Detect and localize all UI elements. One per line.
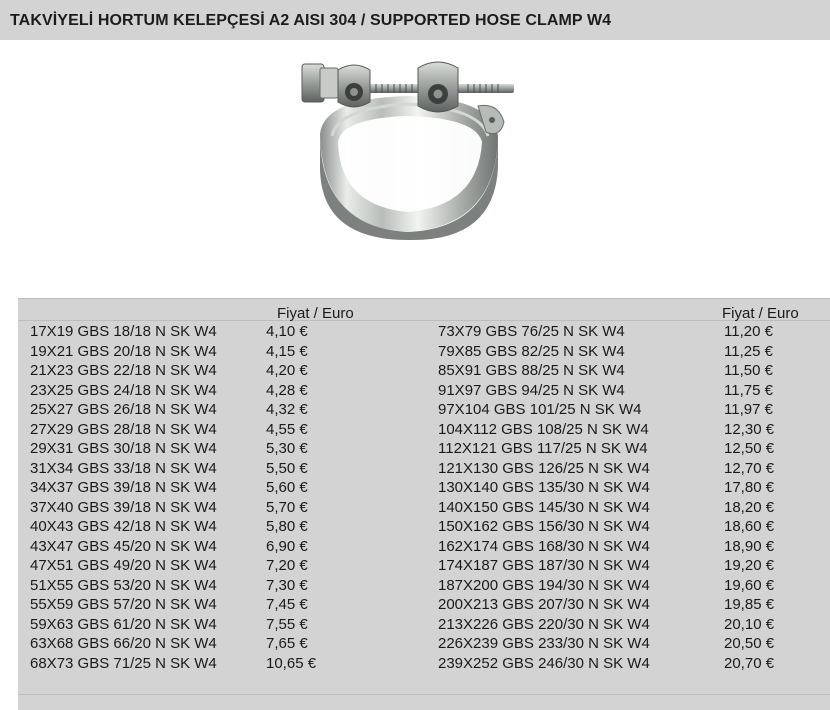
left-code-cell: 40X43 GBS 42/18 N SK W4 — [30, 518, 217, 535]
hose-clamp-image — [298, 56, 524, 242]
right-code-cell: 85X91 GBS 88/25 N SK W4 — [438, 362, 625, 379]
left-code-cell: 51X55 GBS 53/20 N SK W4 — [30, 576, 217, 594]
price-header-right: Fiyat / Euro — [722, 305, 799, 322]
table-row — [18, 323, 830, 343]
table-row — [18, 382, 830, 402]
table-row — [18, 518, 830, 538]
table-row — [18, 635, 830, 655]
right-price-cell: 11,75 € — [724, 381, 773, 399]
left-code-cell: 43X47 GBS 45/20 N SK W4 — [30, 537, 217, 555]
table-row — [18, 616, 830, 636]
left-code-cell: 19X21 GBS 20/18 N SK W4 — [30, 342, 217, 360]
table-row — [18, 538, 830, 558]
right-code-cell: 174X187 GBS 187/30 N SK W4 — [438, 557, 650, 574]
table-row — [18, 577, 830, 597]
left-code-cell: 34X37 GBS 39/18 N SK W4 — [30, 479, 217, 496]
right-price-cell: 19,60 € — [724, 576, 775, 594]
right-code-cell: 162X174 GBS 168/30 N SK W4 — [438, 537, 650, 555]
right-code-cell: 79X85 GBS 82/25 N SK W4 — [438, 342, 625, 360]
left-code-cell: 55X59 GBS 57/20 N SK W4 — [30, 596, 217, 613]
table-row — [18, 499, 830, 519]
left-price-cell: 5,70 € — [266, 498, 308, 516]
right-price-cell: 20,70 € — [724, 654, 775, 672]
left-code-cell: 25X27 GBS 26/18 N SK W4 — [30, 401, 217, 418]
left-price-cell: 5,30 € — [266, 440, 308, 457]
right-code-cell: 130X140 GBS 135/30 N SK W4 — [438, 479, 650, 496]
right-code-cell: 226X239 GBS 233/30 N SK W4 — [438, 635, 650, 652]
right-code-cell: 104X112 GBS 108/25 N SK W4 — [438, 420, 649, 438]
table-row — [18, 655, 830, 675]
left-code-cell: 68X73 GBS 71/25 N SK W4 — [30, 654, 217, 672]
page-title: TAKVİYELİ HORTUM KELEPÇESİ A2 AISI 304 / SUPPORTED HOSE CLAMP W4 — [10, 12, 612, 29]
left-price-cell: 6,90 € — [266, 537, 308, 555]
right-price-cell: 12,70 € — [724, 459, 775, 477]
right-code-cell: 91X97 GBS 94/25 N SK W4 — [438, 381, 625, 399]
left-code-cell: 63X68 GBS 66/20 N SK W4 — [30, 635, 217, 652]
right-price-cell: 12,50 € — [724, 440, 775, 457]
table-row — [18, 557, 830, 577]
right-code-cell: 239X252 GBS 246/30 N SK W4 — [438, 654, 650, 672]
price-table — [18, 298, 830, 710]
right-code-cell: 140X150 GBS 145/30 N SK W4 — [438, 498, 650, 516]
left-code-cell: 37X40 GBS 39/18 N SK W4 — [30, 498, 217, 516]
left-price-cell: 7,55 € — [266, 615, 308, 633]
right-code-cell: 73X79 GBS 76/25 N SK W4 — [438, 323, 625, 340]
price-header-left: Fiyat / Euro — [277, 305, 354, 322]
left-price-cell: 4,20 € — [266, 362, 308, 379]
left-code-cell: 21X23 GBS 22/18 N SK W4 — [30, 362, 217, 379]
right-price-cell: 19,85 € — [724, 596, 775, 613]
left-price-cell: 4,10 € — [266, 323, 308, 340]
right-price-cell: 11,25 € — [724, 342, 773, 360]
left-code-cell: 59X63 GBS 61/20 N SK W4 — [30, 615, 217, 633]
right-price-cell: 17,80 € — [724, 479, 775, 496]
left-price-cell: 5,60 € — [266, 479, 308, 496]
left-code-cell: 27X29 GBS 28/18 N SK W4 — [30, 420, 217, 438]
right-price-cell: 11,20 € — [724, 323, 773, 340]
right-price-cell: 18,90 € — [724, 537, 775, 555]
right-price-cell: 18,60 € — [724, 518, 775, 535]
table-row — [18, 460, 830, 480]
right-code-cell: 97X104 GBS 101/25 N SK W4 — [438, 401, 642, 418]
left-price-cell: 7,65 € — [266, 635, 308, 652]
table-row — [18, 596, 830, 616]
right-code-cell: 213X226 GBS 220/30 N SK W4 — [438, 615, 650, 633]
left-price-cell: 4,55 € — [266, 420, 308, 438]
left-price-cell: 5,80 € — [266, 518, 308, 535]
right-code-cell: 187X200 GBS 194/30 N SK W4 — [438, 576, 650, 594]
table-row — [18, 421, 830, 441]
table-row — [18, 401, 830, 421]
left-price-cell: 5,50 € — [266, 459, 308, 477]
left-price-cell: 4,28 € — [266, 381, 308, 399]
right-price-cell: 18,20 € — [724, 498, 775, 516]
title-bar — [0, 0, 830, 40]
left-code-cell: 23X25 GBS 24/18 N SK W4 — [30, 381, 217, 399]
right-price-cell: 11,50 € — [724, 362, 773, 379]
right-price-cell: 12,30 € — [724, 420, 775, 438]
right-code-cell: 150X162 GBS 156/30 N SK W4 — [438, 518, 650, 535]
left-price-cell: 7,30 € — [266, 576, 308, 594]
left-price-cell: 7,45 € — [266, 596, 308, 613]
right-code-cell: 121X130 GBS 126/25 N SK W4 — [438, 459, 650, 477]
right-code-cell: 200X213 GBS 207/30 N SK W4 — [438, 596, 650, 613]
table-row — [18, 440, 830, 460]
right-price-cell: 19,20 € — [724, 557, 775, 574]
left-code-cell: 29X31 GBS 30/18 N SK W4 — [30, 440, 217, 457]
left-price-cell: 10,65 € — [266, 654, 317, 672]
table-row — [18, 343, 830, 363]
right-price-cell: 20,50 € — [724, 635, 775, 652]
left-price-cell: 4,15 € — [266, 342, 308, 360]
table-row — [18, 362, 830, 382]
table-row — [18, 479, 830, 499]
left-price-cell: 7,20 € — [266, 557, 308, 574]
right-price-cell: 11,97 € — [724, 401, 773, 418]
left-code-cell: 47X51 GBS 49/20 N SK W4 — [30, 557, 217, 574]
left-code-cell: 31X34 GBS 33/18 N SK W4 — [30, 459, 217, 477]
left-price-cell: 4,32 € — [266, 401, 308, 418]
left-code-cell: 17X19 GBS 18/18 N SK W4 — [30, 323, 217, 340]
right-price-cell: 20,10 € — [724, 615, 775, 633]
right-code-cell: 112X121 GBS 117/25 N SK W4 — [438, 440, 648, 457]
